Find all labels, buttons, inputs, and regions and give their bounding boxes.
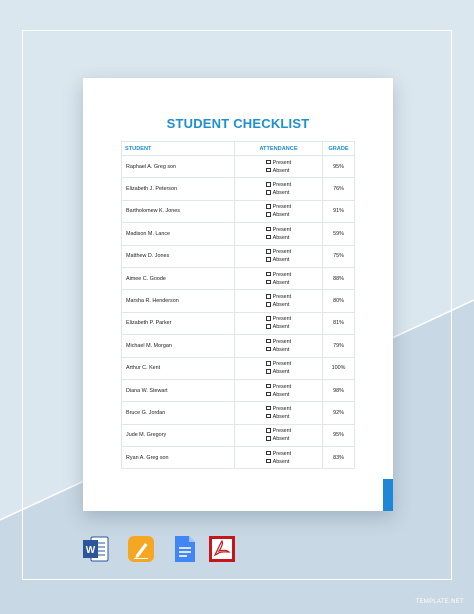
present-label: Present — [272, 316, 292, 323]
attendance-cell — [235, 424, 323, 446]
absent-option[interactable] — [266, 301, 322, 309]
table-row — [122, 156, 355, 178]
checkbox-icon[interactable] — [266, 294, 271, 299]
checkbox-icon[interactable] — [266, 302, 271, 307]
grade-value: 88% — [323, 267, 355, 289]
table-row — [122, 290, 355, 312]
absent-option[interactable] — [266, 435, 322, 443]
checkbox-icon[interactable] — [266, 428, 271, 433]
present-option[interactable] — [266, 181, 322, 189]
absent-option[interactable] — [266, 391, 322, 399]
checkbox-icon[interactable] — [266, 212, 271, 217]
student-name: Elizabeth P. Parker — [122, 312, 235, 334]
present-label: Present — [272, 361, 292, 368]
attendance-cell — [235, 223, 323, 245]
checkbox-icon[interactable] — [266, 182, 271, 187]
absent-option[interactable] — [266, 458, 322, 466]
document-page — [83, 78, 393, 511]
table-row — [122, 312, 355, 334]
absent-label: Absent — [272, 167, 290, 174]
checkbox-icon[interactable] — [266, 204, 271, 209]
absent-label: Absent — [272, 279, 290, 286]
pdf-icon[interactable] — [209, 535, 235, 563]
pages-icon[interactable] — [128, 535, 154, 563]
svg-text:W: W — [85, 545, 96, 556]
absent-label: Absent — [272, 369, 290, 376]
present-option[interactable] — [266, 405, 322, 413]
student-name: Bartholomew K. Jones — [122, 200, 235, 222]
grade-value: 81% — [323, 312, 355, 334]
column-header-grade: GRADE — [323, 142, 355, 156]
attendance-cell — [235, 178, 323, 200]
absent-option[interactable] — [266, 189, 322, 197]
grade-value: 92% — [323, 402, 355, 424]
checkbox-icon[interactable] — [266, 257, 271, 262]
absent-option[interactable] — [266, 368, 322, 376]
table-row — [122, 178, 355, 200]
google-docs-icon[interactable] — [172, 535, 198, 563]
absent-label: Absent — [272, 302, 290, 309]
grade-value: 95% — [323, 156, 355, 178]
present-label: Present — [272, 182, 292, 189]
absent-label: Absent — [272, 234, 290, 241]
present-option[interactable] — [266, 248, 322, 256]
grade-value: 59% — [323, 223, 355, 245]
present-label: Present — [272, 226, 292, 233]
grade-value: 95% — [323, 424, 355, 446]
checkbox-icon[interactable] — [266, 339, 271, 344]
table-row — [122, 335, 355, 357]
attendance-cell — [235, 379, 323, 401]
absent-option[interactable] — [266, 211, 322, 219]
attendance-cell — [235, 200, 323, 222]
checkbox-icon[interactable] — [266, 459, 271, 464]
checkbox-icon[interactable] — [266, 227, 271, 232]
present-label: Present — [272, 294, 292, 301]
present-label: Present — [272, 450, 292, 457]
present-label: Present — [272, 338, 292, 345]
checkbox-icon[interactable] — [266, 160, 271, 165]
checkbox-icon[interactable] — [266, 361, 271, 366]
grade-value: 98% — [323, 379, 355, 401]
student-name: Diana W. Stewart — [122, 379, 235, 401]
checkbox-icon[interactable] — [266, 436, 271, 441]
checkbox-icon[interactable] — [266, 235, 271, 240]
table-row — [122, 200, 355, 222]
checkbox-icon[interactable] — [266, 249, 271, 254]
present-option[interactable] — [266, 315, 322, 323]
present-option[interactable] — [266, 293, 322, 301]
grade-value: 100% — [323, 357, 355, 379]
format-icons — [83, 535, 243, 563]
table-row — [122, 357, 355, 379]
student-name: Aimee C. Goode — [122, 267, 235, 289]
present-option[interactable] — [266, 271, 322, 279]
present-label: Present — [272, 383, 292, 390]
present-label: Present — [272, 271, 292, 278]
checkbox-icon[interactable] — [266, 168, 271, 173]
checkbox-icon[interactable] — [266, 384, 271, 389]
present-option[interactable] — [266, 383, 322, 391]
present-label: Present — [272, 405, 292, 412]
attendance-cell — [235, 156, 323, 178]
grade-value: 79% — [323, 335, 355, 357]
grade-value: 76% — [323, 178, 355, 200]
checkbox-icon[interactable] — [266, 414, 271, 419]
table-row — [122, 223, 355, 245]
checkbox-icon[interactable] — [266, 280, 271, 285]
attendance-cell — [235, 357, 323, 379]
checkbox-icon[interactable] — [266, 347, 271, 352]
present-label: Present — [272, 249, 292, 256]
present-label: Present — [272, 428, 292, 435]
absent-label: Absent — [272, 391, 290, 398]
attendance-cell — [235, 402, 323, 424]
checklist-table — [121, 141, 355, 469]
absent-label: Absent — [272, 436, 290, 443]
checkbox-icon[interactable] — [266, 190, 271, 195]
student-name: Raphael A. Greg son — [122, 156, 235, 178]
table-header-row — [122, 142, 355, 156]
present-option[interactable] — [266, 203, 322, 211]
absent-label: Absent — [272, 324, 290, 331]
present-option[interactable] — [266, 159, 322, 167]
checkbox-icon[interactable] — [266, 369, 271, 374]
present-option[interactable] — [266, 360, 322, 368]
page-accent-bar — [383, 479, 393, 511]
watermark: TEMPLATE.NET — [415, 599, 464, 605]
document-title: STUDENT CHECKLIST — [166, 116, 310, 131]
checkbox-icon[interactable] — [266, 272, 271, 277]
present-option[interactable] — [266, 338, 322, 346]
student-name: Michael M. Morgan — [122, 335, 235, 357]
present-option[interactable] — [266, 427, 322, 435]
grade-value: 91% — [323, 200, 355, 222]
student-name: Ryan A. Greg son — [122, 447, 235, 469]
absent-label: Absent — [272, 458, 290, 465]
student-name: Madison M. Lance — [122, 223, 235, 245]
absent-option[interactable] — [266, 323, 322, 331]
absent-option[interactable] — [266, 167, 322, 175]
student-name: Jude M. Gregory — [122, 424, 235, 446]
absent-label: Absent — [272, 190, 290, 197]
word-icon[interactable] — [83, 535, 109, 563]
student-name: Bruce G. Jordan — [122, 402, 235, 424]
table-row — [122, 424, 355, 446]
attendance-cell — [235, 312, 323, 334]
absent-label: Absent — [272, 413, 290, 420]
attendance-cell — [235, 335, 323, 357]
absent-option[interactable] — [266, 256, 322, 264]
attendance-cell — [235, 447, 323, 469]
table-row — [122, 447, 355, 469]
absent-label: Absent — [272, 212, 290, 219]
student-name: Marsha R. Henderson — [122, 290, 235, 312]
student-name: Matthew D. Jones — [122, 245, 235, 267]
table-row — [122, 245, 355, 267]
table-row — [122, 267, 355, 289]
checkbox-icon[interactable] — [266, 406, 271, 411]
column-header-student: STUDENT — [122, 142, 235, 156]
checkbox-icon[interactable] — [266, 316, 271, 321]
table-row — [122, 402, 355, 424]
absent-label: Absent — [272, 346, 290, 353]
table-row — [122, 379, 355, 401]
present-label: Present — [272, 159, 292, 166]
absent-option[interactable] — [266, 346, 322, 354]
attendance-cell — [235, 290, 323, 312]
grade-value: 80% — [323, 290, 355, 312]
absent-option[interactable] — [266, 279, 322, 287]
student-name: Elizabeth J. Peterson — [122, 178, 235, 200]
checkbox-icon[interactable] — [266, 392, 271, 397]
attendance-cell — [235, 245, 323, 267]
student-name: Arthur C. Kent — [122, 357, 235, 379]
checkbox-icon[interactable] — [266, 451, 271, 456]
grade-value: 75% — [323, 245, 355, 267]
present-option[interactable] — [266, 450, 322, 458]
column-header-attendance: ATTENDANCE — [235, 142, 323, 156]
absent-option[interactable] — [266, 413, 322, 421]
present-label: Present — [272, 204, 292, 211]
absent-option[interactable] — [266, 234, 322, 242]
checkbox-icon[interactable] — [266, 324, 271, 329]
absent-label: Absent — [272, 257, 290, 264]
grade-value: 83% — [323, 447, 355, 469]
present-option[interactable] — [266, 226, 322, 234]
attendance-cell — [235, 267, 323, 289]
